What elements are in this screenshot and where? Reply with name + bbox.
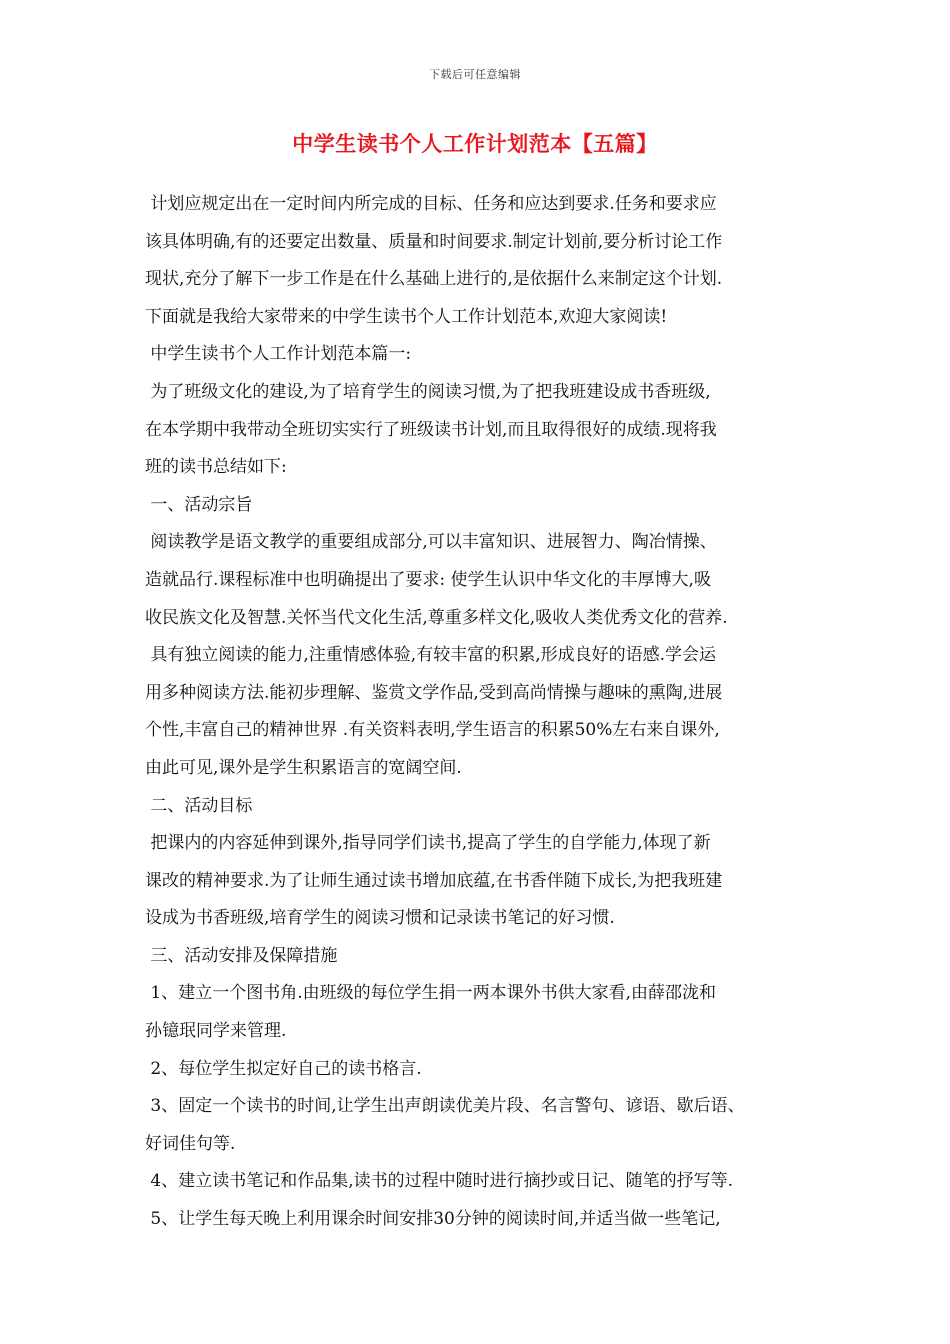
body-text-line: 二、活动目标 [145,795,253,816]
body-text-line: 中学生读书个人工作计划范本篇一: [145,344,412,365]
body-text-line: 个性,丰富自己的精神世界 .有关资料表明,学生语言的积累50%左右来自课外, [145,720,720,741]
header-note: 下载后可任意编辑 [429,68,521,81]
body-text-line: 设成为书香班级,培育学生的阅读习惯和记录读书笔记的好习惯. [145,908,615,929]
body-text-line: 下面就是我给大家带来的中学生读书个人工作计划范本,欢迎大家阅读! [145,306,668,327]
body-text-line: 班的读书总结如下: [145,457,287,478]
body-text-line: 2、每位学生拟定好自己的读书格言. [145,1058,422,1079]
body-text-line: 用多种阅读方法.能初步理解、鉴赏文学作品,受到高尚情操与趣味的熏陶,进展 [145,682,723,703]
body-text-line: 为了班级文化的建设,为了培育学生的阅读习惯,为了把我班建设成书香班级, [145,381,711,402]
body-text-line: 造就品行.课程标准中也明确提出了要求: 使学生认识中华文化的丰厚博大,吸 [145,569,711,590]
body-text-line: 好词佳句等. [145,1133,236,1154]
body-text-line: 收民族文化及智慧.关怀当代文化生活,尊重多样文化,吸收人类优秀文化的营养. [145,607,728,628]
body-text-line: 三、活动安排及保障措施 [145,945,338,966]
body-text-line: 3、固定一个读书的时间,让学生出声朗读优美片段、名言警句、谚语、歇后语、 [145,1096,745,1117]
body-text-line: 由此可见,课外是学生积累语言的宽阔空间. [145,757,462,778]
body-text-line: 一、活动宗旨 [145,494,253,515]
body-text-line: 在本学期中我带动全班切实实行了班级读书计划,而且取得很好的成绩.现将我 [145,419,717,440]
body-text-line: 孙镱珉同学来管理. [145,1021,287,1042]
body-text-line: 计划应规定出在一定时间内所完成的目标、任务和应达到要求.任务和要求应 [145,194,717,214]
body-text-line: 4、建立读书笔记和作品集,读书的过程中随时进行摘抄或日记、随笔的抒写等. [145,1171,734,1192]
body-text-line: 5、让学生每天晚上利用课余时间安排30分钟的阅读时间,并适当做一些笔记, [145,1209,721,1230]
body-text-line: 该具体明确,有的还要定出数量、质量和时间要求.制定计划前,要分析讨论工作 [145,231,723,252]
document-body [145,186,825,1239]
body-text-line: 1、建立一个图书角.由班级的每位学生捐一两本课外书供大家看,由薛邵泷和 [145,983,717,1004]
body-text-line: 把课内的内容延伸到课外,指导同学们读书,提高了学生的自学能力,体现了新 [145,833,711,854]
body-text-line: 阅读教学是语文教学的重要组成部分,可以丰富知识、进展智力、陶冶情操、 [145,532,717,553]
body-text-line: 具有独立阅读的能力,注重情感体验,有较丰富的积累,形成良好的语感.学会运 [145,645,717,666]
body-text-line: 现状,充分了解下一步工作是在什么基础上进行的,是依据什么来制定这个计划. [145,269,723,290]
body-text-line: 课改的精神要求.为了让师生通过读书增加底蕴,在书香伴随下成长,为把我班建 [145,870,723,891]
document-title: 中学生读书个人工作计划范本【五篇】 [292,131,658,156]
